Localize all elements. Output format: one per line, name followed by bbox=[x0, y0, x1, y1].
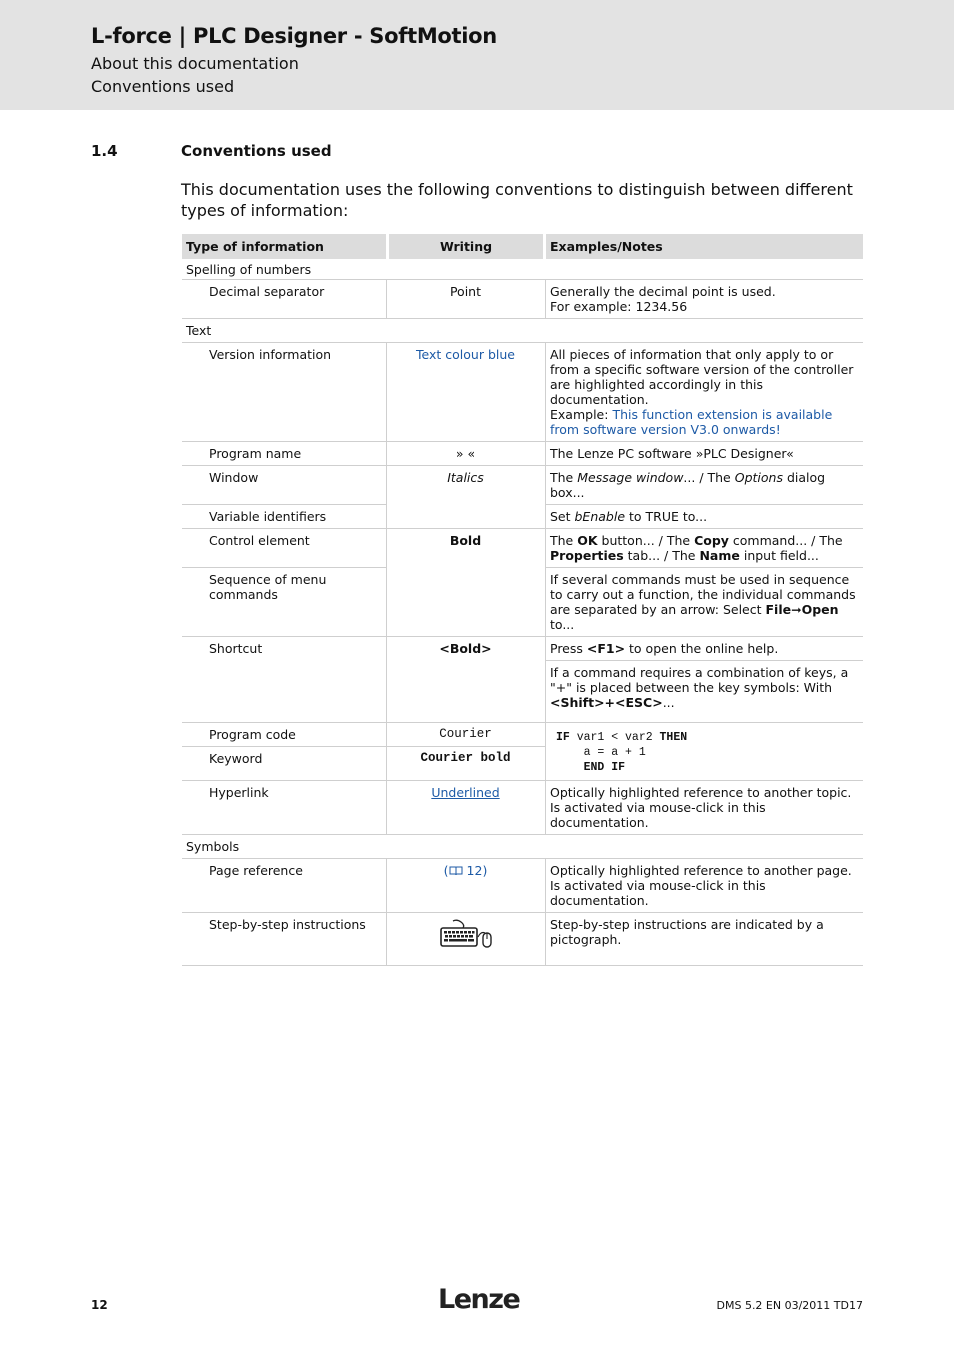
hyperlink-example[interactable]: Underlined bbox=[431, 785, 500, 800]
column-header: Type of information bbox=[182, 234, 386, 259]
arrow-glyph: ➞ bbox=[791, 602, 802, 617]
note-bold: Copy bbox=[694, 533, 729, 548]
note-text: If a command requires a combination of keys, a "+" is placed between the key symbols: With bbox=[550, 665, 849, 695]
code-text: a = a + 1 bbox=[556, 746, 646, 759]
book-icon bbox=[449, 865, 463, 876]
note-text: The bbox=[550, 470, 578, 485]
note-line bbox=[550, 407, 858, 437]
code-keyword: END IF bbox=[556, 761, 626, 774]
note-text: to open the online help. bbox=[625, 641, 779, 656]
note-bold: Name bbox=[699, 548, 740, 563]
breadcrumb-chapter: About this documentation bbox=[91, 54, 299, 73]
note-text: button... / The bbox=[597, 533, 695, 548]
page-number: 12 bbox=[91, 1298, 108, 1312]
note-bold: File bbox=[765, 602, 792, 617]
table-row bbox=[182, 280, 863, 319]
category-label: Symbols bbox=[182, 835, 863, 859]
table-row bbox=[182, 723, 863, 747]
breadcrumb-section: Conventions used bbox=[91, 77, 235, 96]
conventions-table bbox=[182, 234, 863, 966]
type-cell: Step-by-step instructions bbox=[182, 913, 386, 966]
note-bold: <F1> bbox=[586, 641, 626, 656]
code-keyword: THEN bbox=[659, 731, 688, 744]
notes-cell bbox=[546, 568, 863, 637]
page-number-text: 12) bbox=[462, 863, 488, 878]
note-text: The bbox=[550, 533, 578, 548]
code-keyword: IF bbox=[556, 731, 570, 744]
code-text: var1 < var2 bbox=[569, 731, 660, 744]
type-cell: Program code bbox=[182, 723, 386, 747]
keyboard-mouse-pictograph-icon bbox=[439, 919, 493, 951]
category-label: Text bbox=[182, 319, 863, 343]
note-text: Example: bbox=[550, 407, 609, 422]
writing-cell bbox=[386, 859, 546, 913]
note-text: If several commands must be used in sequence to carry out a function, the individual commands are separated by an arrow: Select bbox=[550, 572, 856, 617]
notes-cell bbox=[546, 637, 863, 661]
section-title: Conventions used bbox=[181, 142, 332, 160]
page-header bbox=[0, 0, 954, 110]
note-text: input field... bbox=[739, 548, 819, 563]
type-cell: Version information bbox=[182, 343, 386, 442]
version-example: This function extension is available from software version V3.0 onwards! bbox=[550, 407, 833, 437]
code-example-cell bbox=[546, 723, 863, 781]
notes-cell: Step-by-step instructions are indicated by a pictograph. bbox=[546, 913, 863, 966]
writing-cell: Italics bbox=[386, 466, 546, 529]
type-cell: Shortcut bbox=[182, 637, 386, 723]
notes-cell bbox=[546, 505, 863, 529]
notes-cell bbox=[546, 529, 863, 568]
note-italic: bEnable bbox=[574, 509, 626, 524]
page-reference-link[interactable] bbox=[444, 863, 488, 878]
note-text: Set bbox=[550, 509, 575, 524]
column-header: Writing bbox=[386, 234, 546, 259]
section-number: 1.4 bbox=[91, 142, 118, 160]
type-cell: Sequence of menu commands bbox=[182, 568, 386, 637]
code-line bbox=[550, 730, 858, 745]
note-bold: Properties bbox=[550, 548, 624, 563]
notes-cell: Optically highlighted reference to another topic. Is activated via mouse-click in this documentation. bbox=[546, 781, 863, 835]
writing-cell bbox=[386, 781, 546, 835]
notes-cell: Optically highlighted reference to another page. Is activated via mouse-click in this documentation. bbox=[546, 859, 863, 913]
note-text: to... bbox=[550, 617, 575, 632]
writing-cell: Courier bbox=[386, 723, 546, 747]
code-line bbox=[550, 745, 858, 760]
table-row bbox=[182, 442, 863, 466]
type-cell: Program name bbox=[182, 442, 386, 466]
notes-cell bbox=[546, 661, 863, 723]
table-row bbox=[182, 913, 863, 966]
type-cell: Window bbox=[182, 466, 386, 505]
writing-cell: Point bbox=[386, 280, 546, 319]
type-cell: Hyperlink bbox=[182, 781, 386, 835]
column-header: Examples/Notes bbox=[546, 234, 863, 259]
category-row bbox=[182, 259, 863, 280]
lenze-logo: Lenze bbox=[438, 1284, 520, 1315]
writing-cell: Bold bbox=[386, 529, 546, 637]
writing-cell: <Bold> bbox=[386, 637, 546, 723]
note-bold: Open bbox=[801, 602, 839, 617]
document-title: L-force | PLC Designer - SoftMotion bbox=[91, 24, 497, 48]
code-line bbox=[550, 760, 858, 775]
notes-cell bbox=[546, 466, 863, 505]
note-text: ... / The bbox=[683, 470, 735, 485]
type-cell: Variable identifiers bbox=[182, 505, 386, 529]
writing-cell bbox=[386, 913, 546, 966]
table-row bbox=[182, 343, 863, 442]
note-line: All pieces of information that only apply to or from a specific software version of the controller are highlighted accordingly in this documentation. bbox=[550, 347, 854, 407]
type-cell: Control element bbox=[182, 529, 386, 568]
table-row bbox=[182, 529, 863, 568]
table-row bbox=[182, 466, 863, 505]
notes-cell bbox=[546, 343, 863, 442]
table-row bbox=[182, 781, 863, 835]
note-text: to TRUE to... bbox=[625, 509, 708, 524]
category-row bbox=[182, 835, 863, 859]
note-line: For example: 1234.56 bbox=[550, 299, 688, 314]
category-label: Spelling of numbers bbox=[182, 259, 863, 280]
note-bold: OK bbox=[577, 533, 598, 548]
notes-cell: The Lenze PC software »PLC Designer« bbox=[546, 442, 863, 466]
writing-cell: » « bbox=[386, 442, 546, 466]
note-italic: Options bbox=[734, 470, 783, 485]
category-row bbox=[182, 319, 863, 343]
note-bold: <Shift>+<ESC> bbox=[550, 695, 663, 710]
note-italic: Message window bbox=[577, 470, 684, 485]
table-header-row bbox=[182, 234, 863, 259]
paren-text: ( bbox=[443, 863, 449, 878]
note-text: ... bbox=[662, 695, 675, 710]
type-cell: Decimal separator bbox=[182, 280, 386, 319]
notes-cell bbox=[546, 280, 863, 319]
note-text: Press bbox=[550, 641, 587, 656]
table-row bbox=[182, 637, 863, 661]
note-text: command... / The bbox=[728, 533, 843, 548]
writing-cell: Text colour blue bbox=[386, 343, 546, 442]
document-id: DMS 5.2 EN 03/2011 TD17 bbox=[716, 1299, 863, 1312]
type-cell: Keyword bbox=[182, 747, 386, 781]
writing-cell: Courier bold bbox=[386, 747, 546, 781]
note-line: Generally the decimal point is used. bbox=[550, 284, 776, 299]
note-text: dialog box... bbox=[550, 470, 826, 500]
type-cell: Page reference bbox=[182, 859, 386, 913]
table-row bbox=[182, 859, 863, 913]
intro-paragraph: This documentation uses the following conventions to distinguish between different types of information: bbox=[181, 180, 853, 220]
note-text: tab... / The bbox=[623, 548, 700, 563]
